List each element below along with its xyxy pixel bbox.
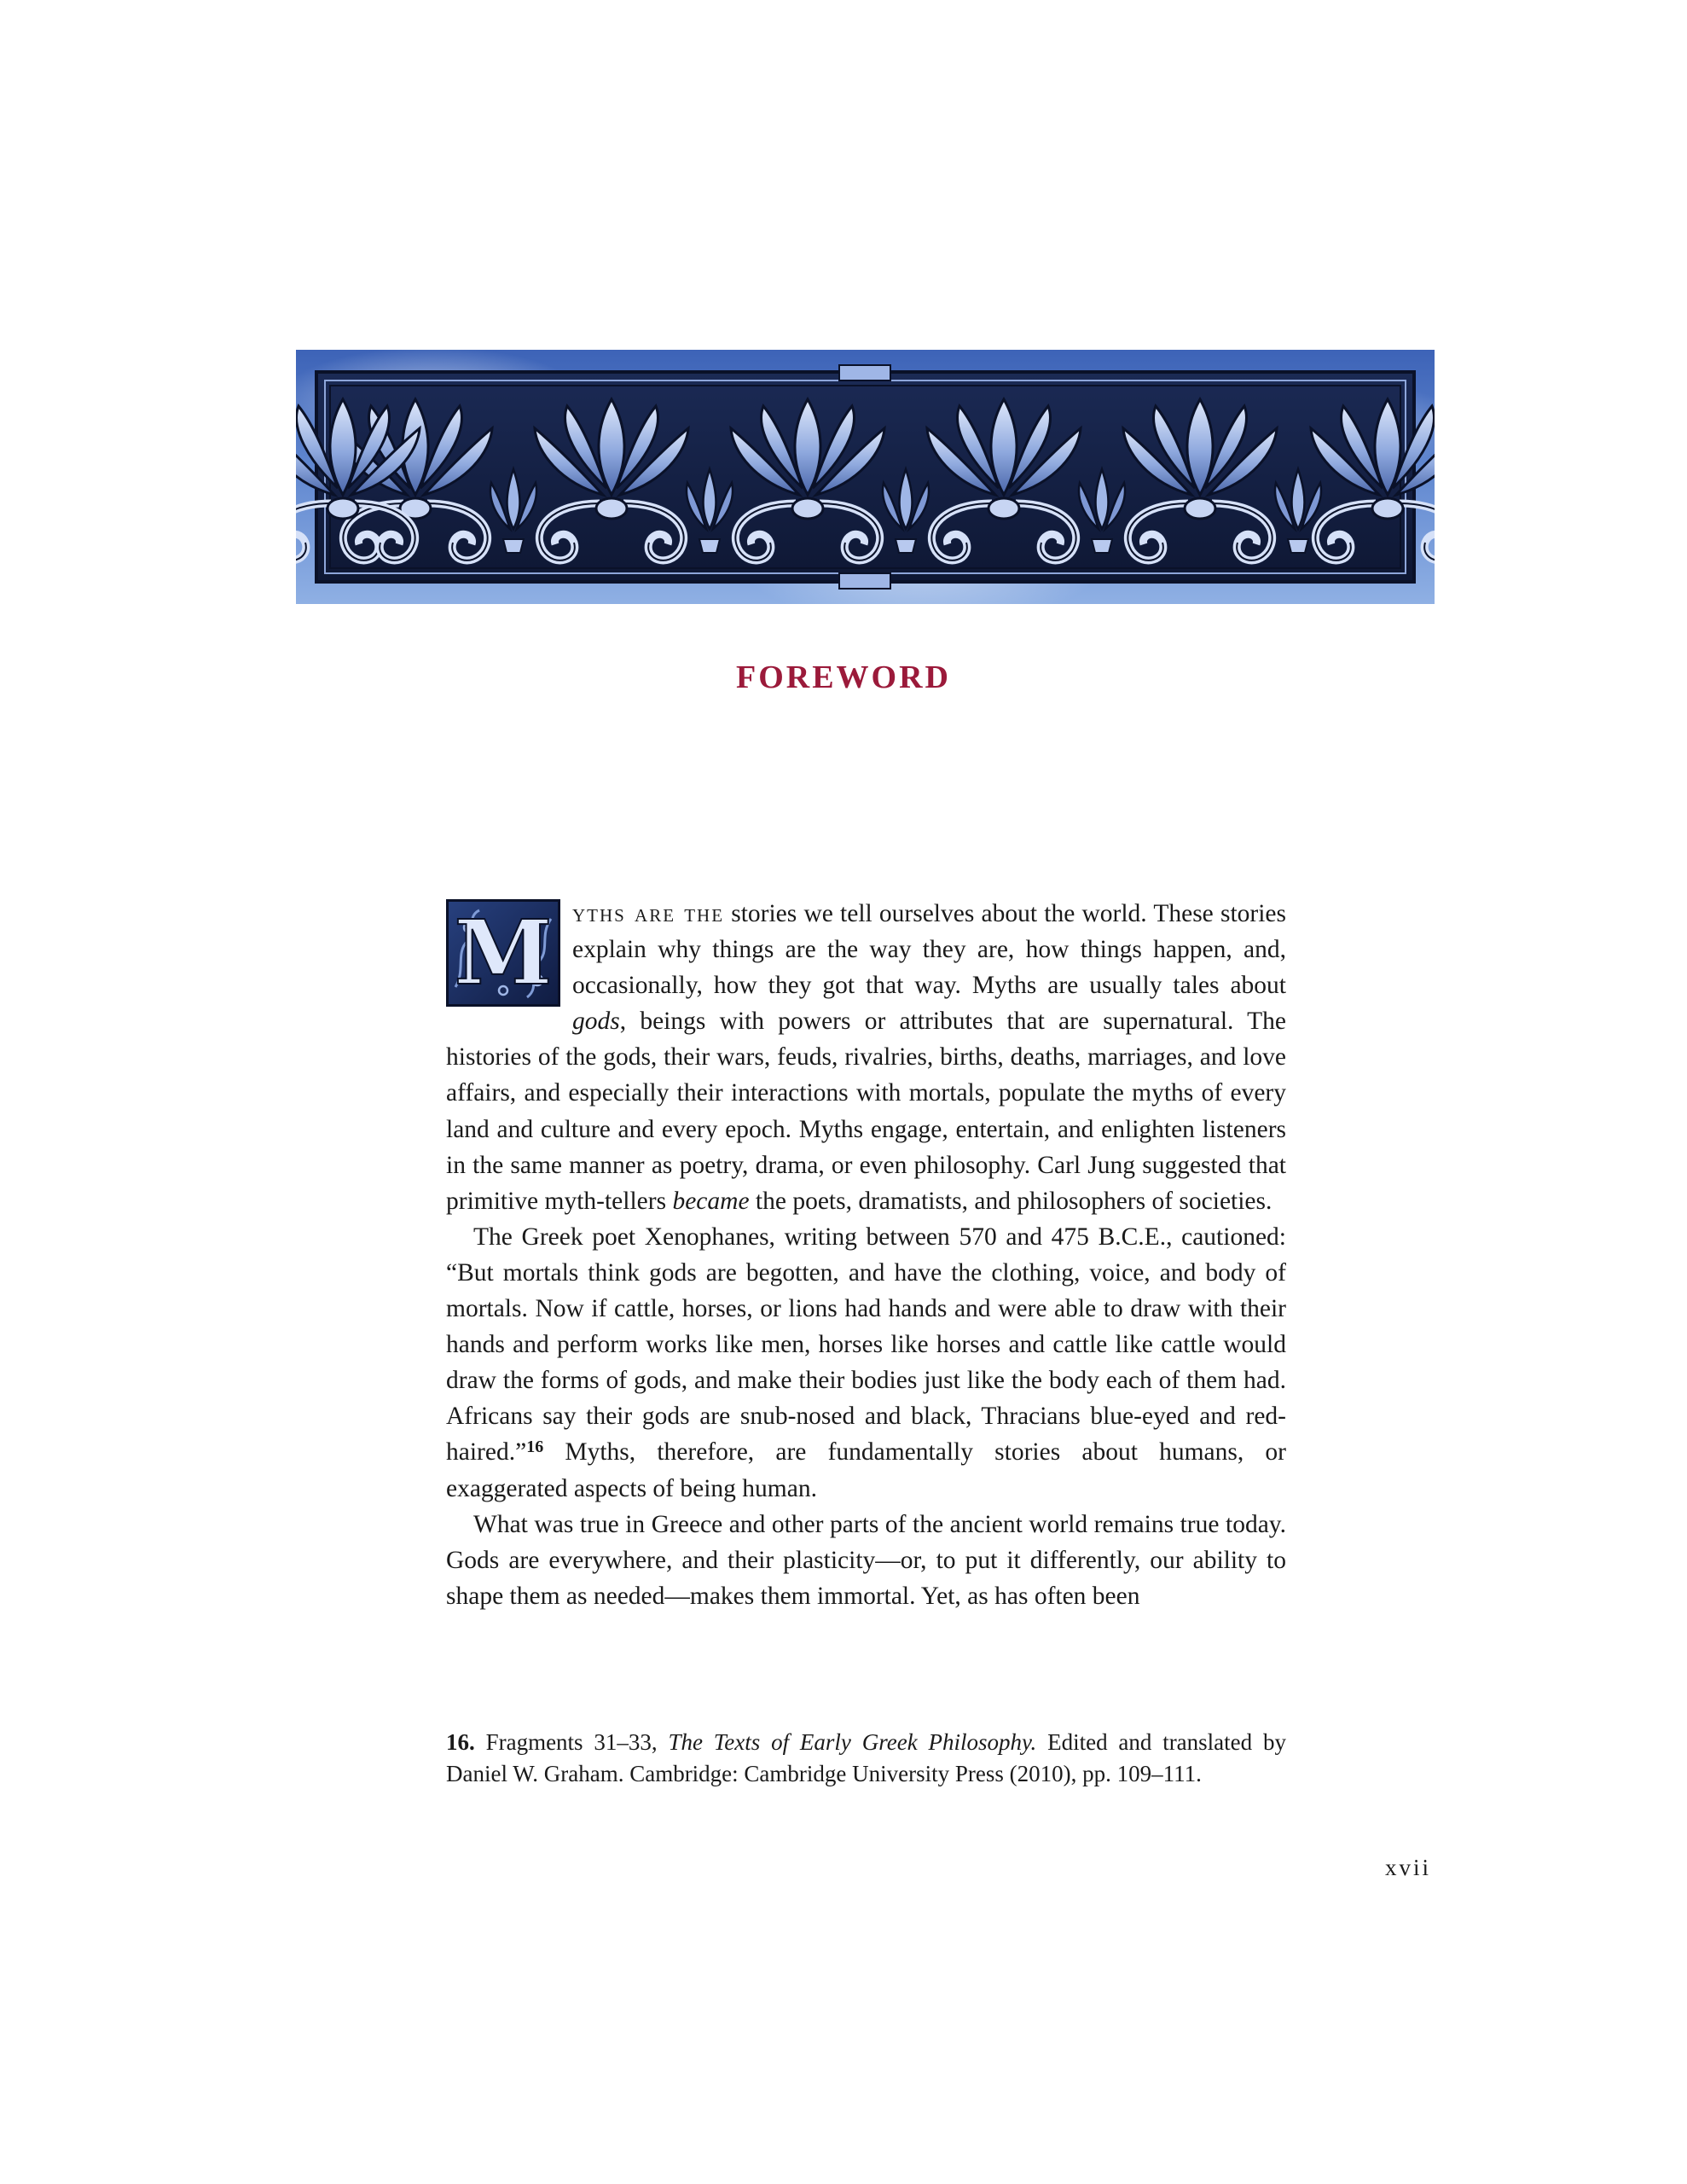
ornamental-initial-icon [449,902,558,1004]
text-run: Myths, therefore, are fundamentally stories about humans, or exaggerated aspects of being human. [446,1438,1286,1502]
italic-run: became [672,1187,750,1215]
text-run: The Greek poet Xenophanes, writing between 570 and 475 B.C.E., cautioned: “But mortals think gods are begotten, and have the clothing, voice, and body of mortals. Now if cattle, horses, or lions had hands and were able to draw with their hands and perform works like men, horses like horses and cattle like cattle would draw the forms of gods, and make their bodies just like the body each of them had. Africans say their gods are snub-nosed and black, Thracians blue-eyed and red-haired.” [446,1223,1286,1467]
text-run: Fragments 31–33, [474,1729,669,1755]
paragraph-1 [446,896,1286,1219]
page-title: FOREWORD [736,659,951,695]
anthemion-ornament-icon [296,350,1435,604]
text-run: stories we tell ourselves about the world. These stories explain why things are the way they are, how things happen, and, occasionally, how they got that way. Myths are usually tales about [572,900,1286,1000]
italic-run: gods [572,1008,620,1036]
italic-run: The Texts of Early Greek Philosophy. [668,1729,1037,1755]
text-run: Edited and translated by Daniel W. Graham. Cambridge: Cambridge University Press (2010), pp. 109–111. [446,1729,1286,1786]
ornamental-banner [296,350,1435,604]
paragraph-2 [446,1219,1286,1507]
text-run: the poets, dramatists, and philosophers of societies. [749,1187,1272,1215]
dropcap-initial [446,899,560,1007]
paragraph-3: What was true in Greece and other parts of the ancient world remains true today. Gods are everywhere, and their plasticity—or, to put it differently, our ability to shape them as needed—makes them immortal. Yet, as has often been [446,1510,1286,1610]
footnote-number: 16. [446,1729,475,1755]
footnote-reference: 16 [526,1438,544,1457]
dropcap-letter: M [454,902,553,1004]
opening-smallcaps: yths are the [572,900,725,927]
page-number: xvii [1384,1855,1431,1880]
body-text [446,896,1286,1614]
text-run: , beings with powers or attributes that are supernatural. The histories of the gods, their wars, feuds, rivalries, births, deaths, marriages, and love affairs, and especially their interactions with mortals, populate the myths of every land and culture and every epoch. Myths engage, entertain, and enlighten listeners in the same manner as poetry, drama, or even philosophy. Carl Jung suggested that primitive myth-tellers [446,1008,1286,1215]
footnote [446,1727,1286,1789]
